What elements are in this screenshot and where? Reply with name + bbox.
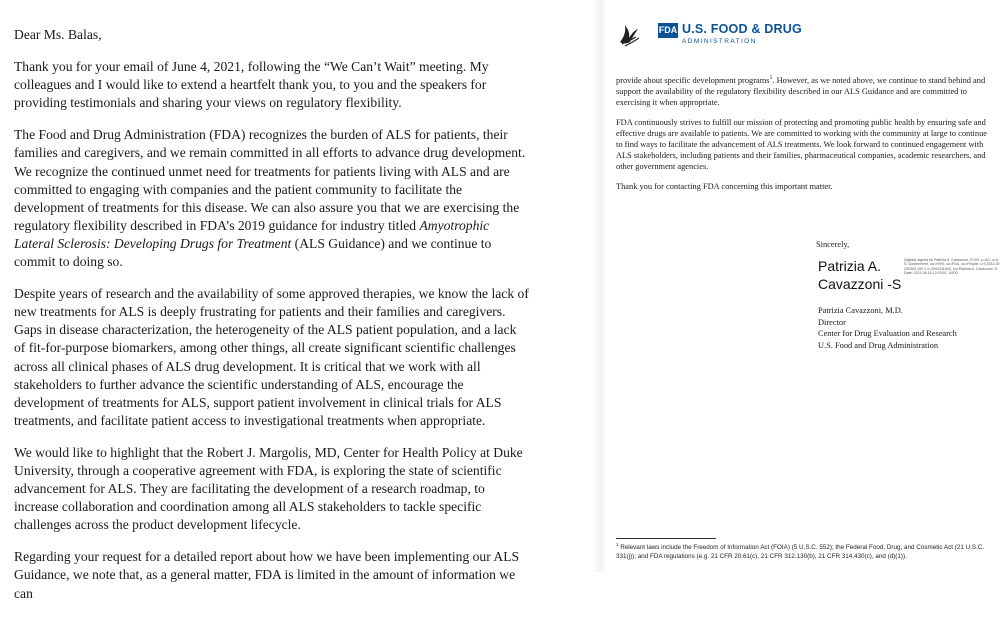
letter-page-2 [606,0,1008,572]
signer-title: Director [818,317,846,327]
paragraph-duke-margolis: We would like to highlight that the Robert J. Margolis, MD, Center for Health Policy at Duke University, through a cooperative agreement with FDA, is exploring the state of scientific advancement for ALS. They are facilitating the development of a research roadmap, to increase collaboration and coordination among all ALS stakeholders to tackle specific challenges across the product development lifecycle. [14,444,523,533]
signer-name: Patrizia Cavazzoni, M.D. [818,306,903,315]
paragraph-text: provide about specific development programs [616,76,770,85]
paragraph-fda-commitment [14,126,529,271]
agency-name: U.S. FOOD & DRUG [682,22,802,36]
signature-name-line1: Patrizia A. [818,258,882,274]
footnote [616,541,1001,561]
footnote-ref: 1 [769,75,773,82]
letter-page-1 [14,26,529,617]
footnote-number: 1 [616,541,619,547]
page-gutter [592,0,606,572]
signer-agency: U.S. Food and Drug Administration [818,340,939,350]
digital-signature-block [818,258,998,298]
letter-body-continued [616,75,991,200]
salutation: Dear Ms. Balas, [14,27,102,42]
paragraph-mission: FDA continuously strives to fulfill our mission of protecting and promoting public health by ensuring safe and effective drugs are available to patients. We are committed to working with the community at large to continue to find ways to facilitate the advancement of ALS treatments. We look forward to continued engagement with ALS stakeholders, including patients and their families, pharmaceutical companies, academic researchers, and other government agencies. [616,117,987,172]
guidance-title: Amyotrophic Lateral Sclerosis: Developing Drugs for Treatment [14,217,490,251]
paragraph-text: . However, as we noted above, we continue to stand behind and support the availability of the regulatory flexibility described in our ALS Guidance and are committed to exercising it when appropriate. [616,76,986,108]
paragraph-thanks: Thank you for your email of June 4, 2021, following the “We Can’t Wait” meeting. My colleagues and I would like to extend a heartfelt thank you, to you and the speakers for providing testimonials and sharing your views on regulatory flexibility. [14,59,489,111]
paragraph-thank-you: Thank you for contacting FDA concerning this important matter. [616,181,833,191]
agency-subtitle: ADMINISTRATION [682,38,757,45]
paragraph-text: (ALS Guidance) and we continue to commit to doing so. [14,235,492,270]
signer-center: Center for Drug Evaluation and Research [818,329,957,338]
closing: Sincerely, [816,240,850,249]
fda-logo-box: FDA [658,23,678,38]
paragraph-challenges: Despite years of research and the availability of some approved therapies, we know the lack of new treatments for ALS is deeply frustrating for patients and their families and caregivers. Gaps in disease characterization, the heterogeneity of the ALS patient population, and a lack of fit-for-purpose biomarkers, among other things, all create significant scientific challenges across all clinical phases of ALS drug development. It is critical that we work with all stakeholders to further advance the scientific understanding of ALS, encourage the development of treatments for ALS, support patient involvement in clinical trials for ALS treatments, and facilitate patient access to investigational treatments when appropriate. [14,286,529,428]
hhs-eagle-seal-icon [616,20,642,48]
footnote-text: Relevant laws include the Freedom of Information Act (FOIA) (5 U.S.C. 552); the Federal Food, Drug, and Cosmetic Act (21 U.S.C. 331(j)); and FDA regulations (e.g. 21 CFR 20.61(c), 21 CFR 312.130(b), 21 CFR 314.430(c), and (d)(1)). [616,544,985,560]
digital-signature-details: Digitally signed by Patrizia A. Cavazzoni -S DN: c=US, o=U.S. Government, ou=HHS, ou=FDA, ou=People, 0.9.2342.19200300.100.1.1=2002411843, cn=Patrizia A. Cavazzoni -S Date: 2021.06.15 12:03:51 -04'00' [904,258,1000,276]
paragraph-continued [616,75,991,109]
paragraph-text: The Food and Drug Administration (FDA) recognizes the burden of ALS for patients, their families and caregivers, and we remain committed in all efforts to advance drug development. We recognize the continued unmet need for treatments for patients living with ALS and are committed to engaging with companies and the patient community to facilitate the development of treatments for this disease. We can also assure you that we are exercising the regulatory flexibility described in FDA’s 2019 guidance for industry titled [14,127,526,233]
signer-info [818,305,998,351]
footnote-divider [616,538,716,539]
paragraph-report-request: Regarding your request for a detailed report about how we have been implementing our ALS Guidance, we note that, as a general matter, FDA is limited in the amount of information we can [14,549,520,601]
signature-name-line2: Cavazzoni -S [818,276,902,292]
